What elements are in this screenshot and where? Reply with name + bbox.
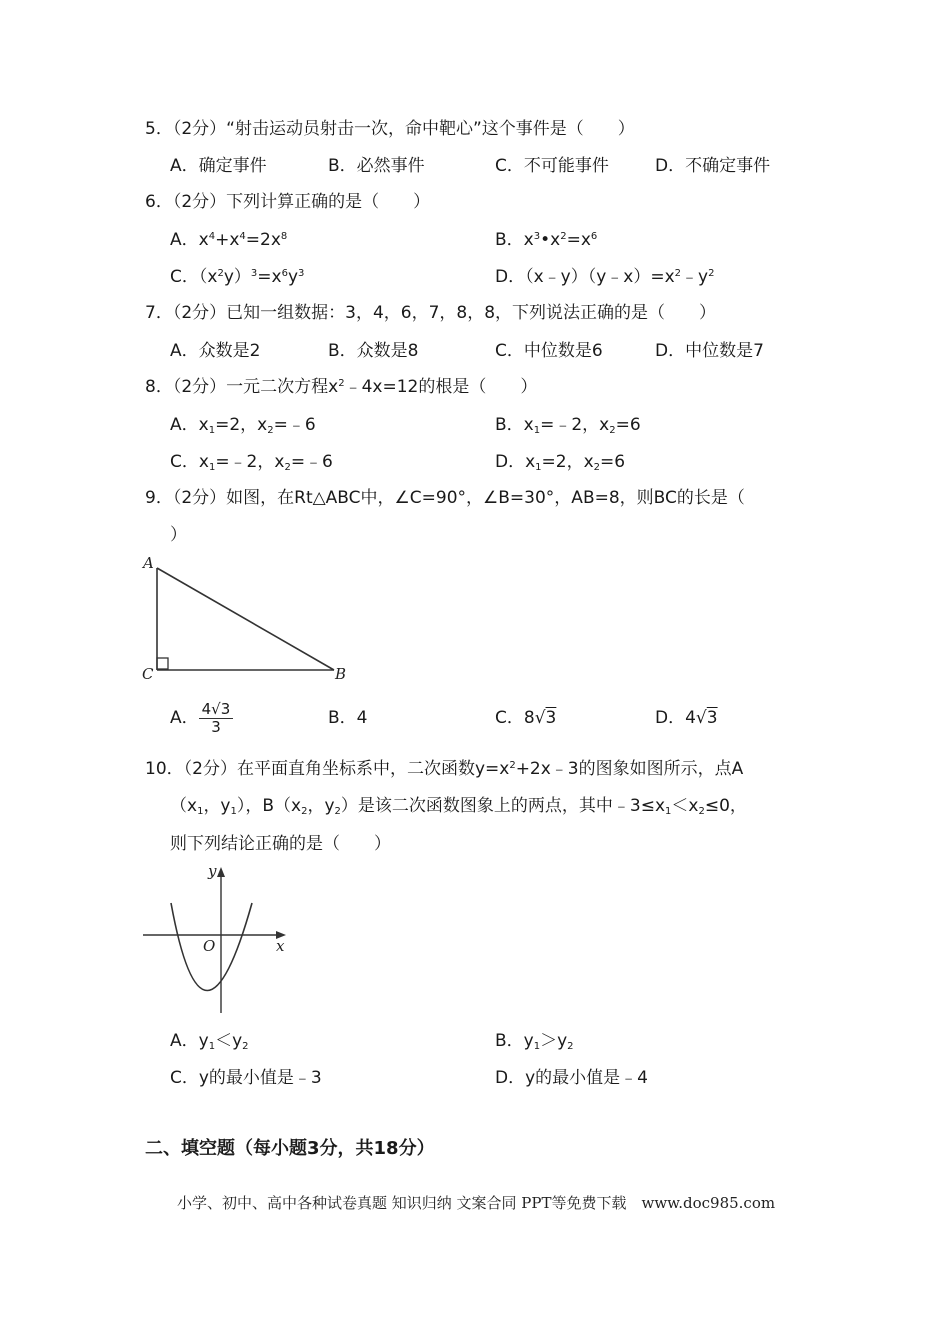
q6-option-b: B．$x^3•x^2=x^6$ [495, 230, 598, 250]
fraction: $\frac{4√3}{3}$ [199, 701, 234, 736]
q7-option-d: D．中位数是7 [655, 341, 764, 361]
q7-option-c: C．中位数是6 [495, 341, 603, 361]
q5-option-b: B．必然事件 [328, 156, 425, 176]
q5-option-c: C．不可能事件 [495, 156, 609, 176]
vertex-c-label: C [142, 665, 154, 683]
q5-option-d: D．不确定事件 [655, 156, 771, 176]
q7-stem: 7．（2分）已知一组数据：3，4，6，7，8，8，下列说法正确的是（ ） [145, 303, 717, 323]
x-axis-label: x [276, 937, 285, 955]
q8-option-c: C．$x_1=﹣2$，$x_2=﹣6$ [170, 452, 333, 473]
q5-option-a: A．确定事件 [170, 156, 267, 176]
q10-option-b: B．$y_1>y_2$ [495, 1031, 574, 1052]
parabola-figure [140, 858, 295, 1018]
y-axis-label: y [208, 862, 217, 880]
q10-option-c: C．y的最小值是﹣3 [170, 1068, 322, 1088]
footer-text: 小学、初中、高中各种试卷真题 知识归纳 文案合同 PPT等免费下载 www.doc985.com [177, 1194, 776, 1212]
q6-stem: 6．（2分）下列计算正确的是（ ） [145, 192, 431, 212]
vertex-a-label: A [143, 554, 154, 572]
q10-option-a: A．$y_1<y_2$ [170, 1031, 249, 1052]
q7-option-b: B．众数是8 [328, 341, 419, 361]
q10-stem-line2: （$x_1$，$y_1$），$B(x_2$，$y_2$）是该二次函数图象上的两点，其中$﹣3\le x_1<x_2\le 0$， [170, 796, 747, 817]
q5-stem: 5．（2分）“射击运动员射击一次，命中靶心”这个事件是（ ） [145, 119, 635, 139]
q8-option-a: A．$x_1=2$，$x_2=﹣6$ [170, 415, 316, 436]
q8-option-b: B．$x_1=﹣2$，$x_2=6$ [495, 415, 641, 436]
q10-option-d: D．y的最小值是﹣4 [495, 1068, 648, 1088]
q9-stem-line2: ） [170, 525, 187, 545]
q8-option-d: D．$x_1=2$，$x_2=6$ [495, 452, 626, 473]
q9-option-b: B．4 [328, 708, 368, 728]
q6-option-a: A．$x^4+x^4=2x^8$ [170, 230, 288, 250]
right-triangle-figure [138, 552, 353, 687]
origin-label: O [203, 937, 216, 955]
q10-stem-line3: 则下列结论正确的是（ ） [170, 834, 391, 854]
section-heading: 二、填空题（每小题3分，共18分） [145, 1138, 435, 1159]
q9-option-c: C．8√3 [495, 708, 557, 728]
q9-option-d: D．4√3 [655, 708, 718, 728]
q7-option-a: A．众数是2 [170, 341, 261, 361]
q9-stem-line1: 9．（2分）如图，在Rt△ABC中，∠C=90°，∠B=30°，AB=8，则BC的长是（ [145, 488, 745, 508]
vertex-b-label: B [335, 665, 347, 683]
q8-stem: 8．（2分）一元二次方程$x^2﹣4x=12$的根是（ ） [145, 377, 538, 397]
q6-option-c: C．$(x^2y)^3=x^6y^3$ [170, 267, 305, 287]
q6-option-d: D．$(x﹣y)(y﹣x)=x^2﹣y^2$ [495, 267, 715, 287]
q9-option-a: A． $\frac{4√3}{3}$ [170, 698, 233, 738]
q10-stem-line1: 10．（2分）在平面直角坐标系中，二次函数$y=x^2+2x﹣3$的图象如图所示，点A [145, 759, 744, 779]
